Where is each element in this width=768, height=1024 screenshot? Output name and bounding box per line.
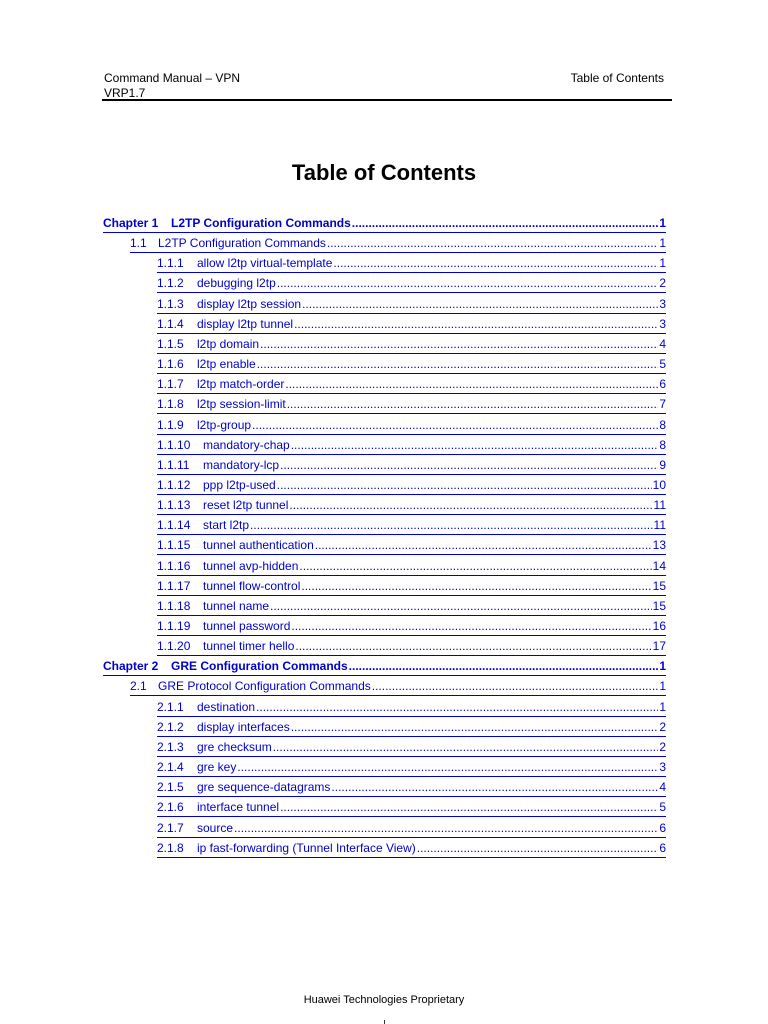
toc-entry-page: 15	[652, 599, 666, 613]
toc-entry-sub[interactable]	[157, 579, 666, 594]
toc-leader-dots	[301, 579, 651, 594]
toc-entry-page: 11	[653, 518, 666, 532]
footer-mark	[384, 1020, 385, 1024]
toc-leader-dots	[252, 418, 658, 433]
toc-entry-number: 1.1.7	[157, 377, 184, 391]
toc-leader-dots	[277, 276, 659, 291]
toc-entry-title: mandatory-lcp	[203, 458, 280, 472]
toc-leader-dots	[372, 679, 659, 694]
page-title: Table of Contents	[291, 160, 477, 185]
toc-entry-number: 2.1.4	[157, 760, 184, 774]
toc-entry-title: L2TP Configuration Commands	[171, 216, 351, 230]
page-footer: Huawei Technologies Proprietary	[303, 994, 465, 1006]
toc-entry-sub[interactable]	[157, 276, 666, 291]
toc-entry-page: 14	[652, 559, 666, 573]
toc-entry-page: 17	[652, 639, 666, 653]
toc-leader-dots	[260, 337, 658, 352]
toc-entry-sub[interactable]	[157, 538, 666, 553]
toc-entry-number: 1.1.19	[157, 619, 191, 633]
header-version: VRP1.7	[104, 86, 146, 100]
toc-entry-number: 1.1.17	[157, 579, 191, 593]
toc-entry-page: 1	[659, 216, 666, 230]
toc-entry-number: 1.1.15	[157, 538, 191, 552]
toc-leader-dots	[280, 800, 658, 815]
toc-entry-page: 2	[659, 276, 666, 290]
toc-entry-page: 5	[659, 357, 666, 371]
toc-leader-dots	[333, 256, 658, 271]
toc-leader-dots	[250, 518, 653, 533]
toc-leader-dots	[291, 720, 659, 735]
toc-leader-dots	[349, 659, 659, 674]
toc-leader-dots	[285, 377, 658, 392]
toc-entry-number: 1.1.12	[157, 478, 191, 492]
toc-leader-dots	[257, 357, 659, 372]
toc-entry-title: tunnel flow-control	[203, 579, 301, 593]
header-manual-title: Command Manual – VPN	[104, 71, 241, 85]
toc-entry-sub[interactable]	[157, 780, 666, 795]
toc-leader-dots	[331, 780, 658, 795]
toc-entry-title: display l2tp session	[197, 297, 302, 311]
toc-leader-dots	[273, 740, 659, 755]
toc-entry-number: 1.1.10	[157, 438, 191, 452]
toc-entry-title: L2TP Configuration Commands	[158, 236, 326, 250]
toc-entry-number: 1.1.2	[157, 276, 184, 290]
toc-entry-sub[interactable]	[157, 599, 666, 614]
toc-entry-sub[interactable]	[157, 740, 666, 755]
toc-entry-number: 2.1.8	[157, 841, 184, 855]
toc-entry-page: 7	[659, 397, 666, 411]
toc-entry-number: 1.1.4	[157, 317, 184, 331]
toc-entry-number: 1.1.16	[157, 559, 191, 573]
toc-entry-number: 1.1.6	[157, 357, 184, 371]
toc-entry-title: l2tp domain	[197, 337, 260, 351]
toc-entry-sub[interactable]	[157, 377, 666, 392]
toc-leader-dots	[327, 236, 658, 251]
toc-entry-page: 16	[652, 619, 666, 633]
toc-entry-number: 2.1.3	[157, 740, 184, 754]
toc-entry-number: 2.1.5	[157, 780, 184, 794]
toc-entry-page: 15	[652, 579, 666, 593]
toc-entry-section[interactable]	[130, 236, 666, 251]
toc-entry-sub[interactable]	[157, 619, 666, 634]
toc-entry-page: 1	[659, 700, 666, 714]
toc-entry-title: l2tp enable	[197, 357, 256, 371]
toc-entry-page: 3	[659, 760, 666, 774]
toc-entry-sub[interactable]	[157, 397, 666, 412]
toc-entry-title: tunnel password	[203, 619, 291, 633]
toc-entry-sub[interactable]	[157, 639, 666, 654]
toc-entry-number: 1.1.18	[157, 599, 191, 613]
toc-entry-number: 1.1.1	[157, 256, 184, 270]
toc-entry-page: 1	[659, 256, 666, 270]
toc-entry-number: Chapter 1	[103, 216, 159, 230]
toc-entry-title: l2tp-group	[197, 418, 252, 432]
toc-entry-page: 2	[659, 720, 666, 734]
toc-leader-dots	[302, 297, 658, 312]
toc-entry-section[interactable]	[130, 679, 666, 694]
toc-leader-dots	[294, 317, 658, 332]
toc-entry-chapter[interactable]	[103, 216, 666, 231]
toc-entry-sub[interactable]	[157, 297, 666, 312]
toc-entry-title: mandatory-chap	[203, 438, 290, 452]
toc-leader-dots	[299, 559, 651, 574]
toc-entry-sub[interactable]	[157, 498, 666, 513]
toc-entry-title: tunnel name	[203, 599, 270, 613]
toc-entry-page: 3	[659, 317, 666, 331]
toc-leader-dots	[237, 760, 658, 775]
toc-entry-number: 1.1.5	[157, 337, 184, 351]
toc-entry-title: display l2tp tunnel	[197, 317, 294, 331]
toc-entry-page: 1	[659, 679, 666, 693]
toc-entry-number: 2.1	[130, 679, 147, 693]
toc-entry-title: ip fast-forwarding (Tunnel Interface View)	[197, 841, 416, 855]
toc-entry-number: 1.1.9	[157, 418, 184, 432]
toc-entry-title: l2tp match-order	[197, 377, 285, 391]
toc-entry-number: 1.1.11	[157, 458, 190, 472]
header-rule	[102, 99, 672, 101]
toc-leader-dots	[295, 639, 651, 654]
toc-entry-title: gre checksum	[197, 740, 272, 754]
toc-entry-title: debugging l2tp	[197, 276, 276, 290]
toc-entry-sub[interactable]	[157, 760, 666, 775]
toc-entry-number: 1.1.3	[157, 297, 184, 311]
toc-leader-dots	[234, 821, 658, 836]
toc-entry-title: destination	[197, 700, 256, 714]
toc-entry-sub[interactable]	[157, 700, 666, 715]
toc-leader-dots	[289, 498, 652, 513]
toc-entry-title: gre sequence-datagrams	[197, 780, 331, 794]
toc-entry-title: tunnel timer hello	[203, 639, 295, 653]
toc-entry-page: 4	[659, 337, 666, 351]
toc-leader-dots	[291, 619, 651, 634]
toc-entry-page: 9	[659, 458, 666, 472]
toc-entry-title: GRE Configuration Commands	[171, 659, 348, 673]
toc-entry-title: reset l2tp tunnel	[203, 498, 289, 512]
header-manual-info	[104, 71, 240, 101]
toc-leader-dots	[287, 397, 659, 412]
toc-entry-title: start l2tp	[203, 518, 250, 532]
toc-entry-sub[interactable]	[157, 518, 666, 533]
toc-entry-title: l2tp session-limit	[197, 397, 286, 411]
toc-entry-number: Chapter 2	[103, 659, 159, 673]
toc-entry-sub[interactable]	[157, 418, 666, 433]
toc-entry-page: 5	[659, 800, 666, 814]
toc-entry-title: display interfaces	[197, 720, 290, 734]
toc-entry-page: 2	[659, 740, 666, 754]
toc-entry-sub[interactable]	[157, 821, 666, 836]
toc-entry-page: 4	[659, 780, 666, 794]
toc-entry-sub[interactable]	[157, 438, 666, 453]
toc-leader-dots	[256, 700, 658, 715]
toc-leader-dots	[352, 216, 659, 231]
toc-entry-number: 1.1.8	[157, 397, 184, 411]
toc-entry-number: 2.1.2	[157, 720, 184, 734]
toc-entry-number: 2.1.6	[157, 800, 184, 814]
toc-entry-page: 1	[659, 236, 666, 250]
toc-entry-page: 1	[659, 659, 666, 673]
toc-entry-page: 6	[659, 841, 666, 855]
toc-entry-title: GRE Protocol Configuration Commands	[158, 679, 371, 693]
toc-entry-sub[interactable]	[157, 458, 666, 473]
toc-entry-page: 13	[652, 538, 666, 552]
toc-entry-number: 1.1	[130, 236, 147, 250]
toc-entry-sub[interactable]	[157, 559, 666, 574]
toc-leader-dots	[270, 599, 652, 614]
toc-entry-page: 8	[659, 438, 666, 452]
toc-entry-sub[interactable]	[157, 357, 666, 372]
toc-entry-chapter[interactable]	[103, 659, 666, 674]
toc-entry-title: allow l2tp virtual-template	[197, 256, 333, 270]
toc-entry-sub[interactable]	[157, 256, 666, 271]
toc-entry-sub[interactable]	[157, 317, 666, 332]
toc-entry-number: 1.1.20	[157, 639, 191, 653]
toc-entry-title: gre key	[197, 760, 237, 774]
toc-entry-sub[interactable]	[157, 841, 666, 856]
toc-entry-sub[interactable]	[157, 800, 666, 815]
toc-entry-sub[interactable]	[157, 720, 666, 735]
toc-entry-page: 11	[653, 498, 666, 512]
toc-entry-title: tunnel authentication	[203, 538, 314, 552]
toc-entry-number: 1.1.14	[157, 518, 191, 532]
toc-leader-dots	[417, 841, 659, 856]
toc-entry-page: 6	[659, 377, 666, 391]
toc-entry-page: 6	[659, 821, 666, 835]
toc-entry-title: tunnel avp-hidden	[203, 559, 299, 573]
toc-leader-dots	[291, 438, 659, 453]
toc-entry-sub[interactable]	[157, 478, 666, 493]
toc-leader-dots	[315, 538, 652, 553]
toc-entry-number: 2.1.1	[157, 700, 184, 714]
toc-entry-sub[interactable]	[157, 337, 666, 352]
toc-entry-number: 1.1.13	[157, 498, 191, 512]
toc-leader-dots	[277, 478, 652, 493]
header-section-title: Table of Contents	[570, 71, 664, 85]
toc-entry-title: interface tunnel	[197, 800, 280, 814]
toc-leader-dots	[280, 458, 658, 473]
toc-entry-page: 10	[652, 478, 666, 492]
toc-entry-title: source	[197, 821, 234, 835]
toc-entry-title: ppp l2tp-used	[203, 478, 276, 492]
toc-entry-number: 2.1.7	[157, 821, 184, 835]
toc-entry-page: 3	[659, 297, 666, 311]
toc-entry-page: 8	[659, 418, 666, 432]
